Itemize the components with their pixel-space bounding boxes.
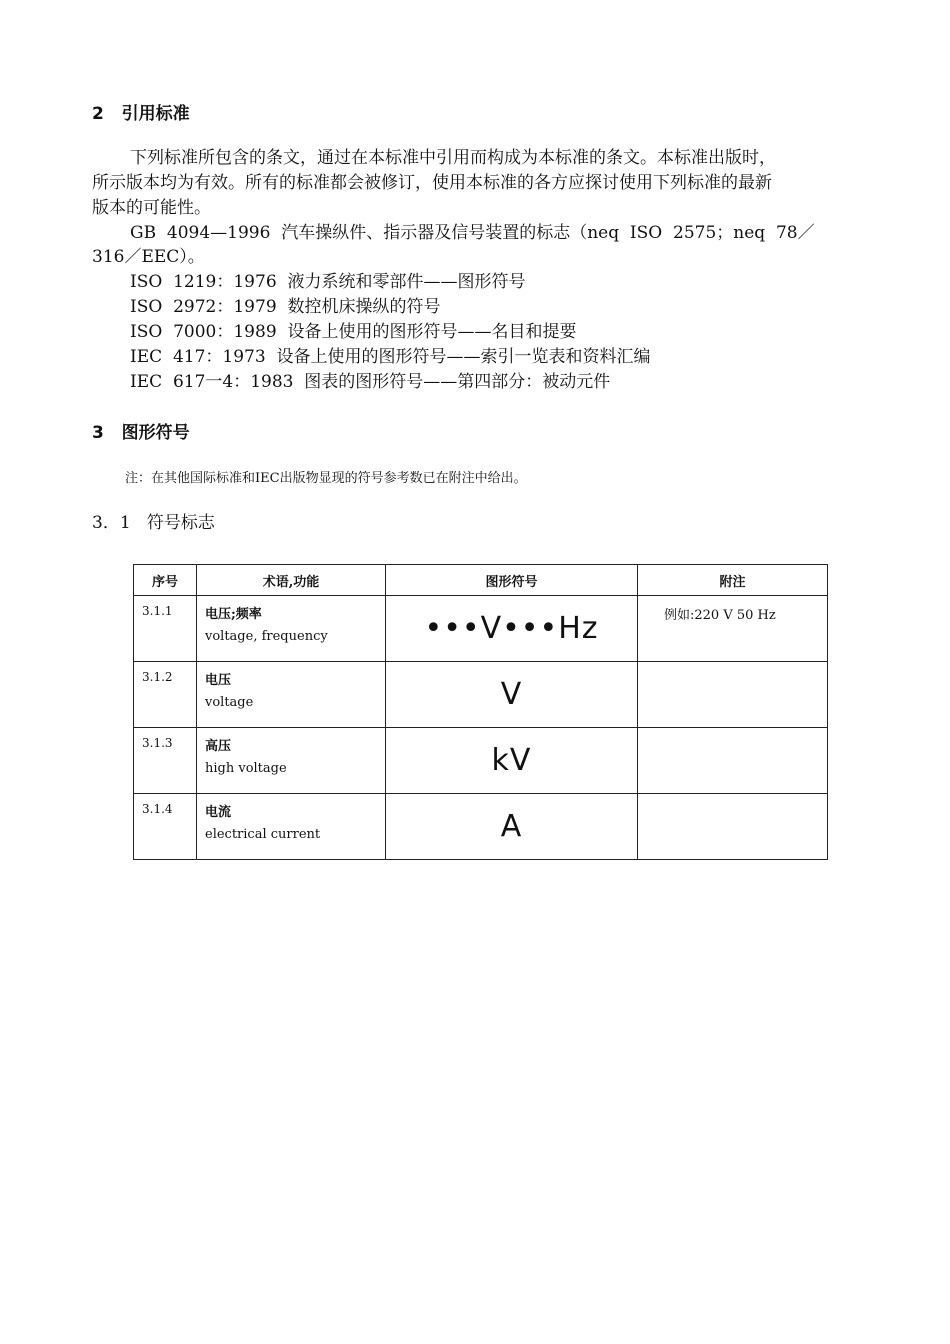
term-english: voltage, frequency (205, 629, 328, 644)
reference-item: GB 4094—1996 汽车操纵件、指示器及信号装置的标志（neq ISO 2575；neq 78／ (130, 223, 815, 243)
row-term (197, 596, 386, 662)
reference-item: IEC 417：1973 设备上使用的图形符号——索引一览表和资料汇编 (130, 347, 651, 367)
row-term (197, 728, 386, 794)
term-chinese: 电压 (205, 673, 232, 688)
term-chinese: 高压 (205, 739, 232, 754)
reference-item: ISO 1219：1976 液力系统和零部件——图形符号 (130, 272, 526, 292)
paragraph-line: 下列标准所包含的条文，通过在本标准中引用而构成为本标准的条文。本标准出版时， (130, 148, 776, 168)
row-note (638, 794, 828, 860)
graphic-symbol: •••V•••Hz (386, 596, 638, 662)
term-chinese: 电流 (205, 805, 232, 820)
reference-item-continued: 316／EEC）。 (92, 247, 205, 267)
header-term: 术语,功能 (197, 565, 386, 596)
graphic-symbol: V (386, 662, 638, 728)
symbol-table (133, 564, 828, 860)
term-english: high voltage (205, 761, 287, 776)
paragraph-line: 版本的可能性。 (92, 198, 211, 218)
reference-item: ISO 2972：1979 数控机床操纵的符号 (130, 297, 441, 317)
row-term (197, 662, 386, 728)
header-number: 序号 (134, 565, 197, 596)
table-header-row (134, 565, 828, 596)
table-row (134, 662, 828, 728)
row-term (197, 794, 386, 860)
table-row (134, 596, 828, 662)
row-note (638, 728, 828, 794)
graphic-symbol: A (386, 794, 638, 860)
table-row (134, 728, 828, 794)
header-symbol: 图形符号 (386, 565, 638, 596)
reference-item: ISO 7000：1989 设备上使用的图形符号——名目和提要 (130, 322, 577, 342)
subsection-heading: 3．1 符号标志 (92, 513, 215, 533)
section-2-heading: 2 引用标准 (92, 104, 190, 124)
row-number: 3.1.4 (134, 794, 197, 860)
table-row (134, 794, 828, 860)
term-chinese: 电压;频率 (205, 607, 262, 622)
row-number: 3.1.3 (134, 728, 197, 794)
row-note (638, 662, 828, 728)
header-note: 附注 (638, 565, 828, 596)
row-number: 3.1.2 (134, 662, 197, 728)
row-number: 3.1.1 (134, 596, 197, 662)
term-english: voltage (205, 695, 254, 710)
reference-item: IEC 617一4：1983 图表的图形符号——第四部分：被动元件 (130, 372, 611, 392)
paragraph-line: 所示版本均为有效。所有的标准都会被修订，使用本标准的各方应探讨使用下列标准的最新 (92, 173, 772, 193)
section-3-heading: 3 图形符号 (92, 423, 190, 443)
note-text: 注：在其他国际标准和IEC出版物显现的符号参考数已在附注中给出。 (125, 471, 527, 486)
graphic-symbol: kV (386, 728, 638, 794)
row-note: 例如:220 V 50 Hz (638, 596, 828, 662)
term-english: electrical current (205, 827, 321, 842)
